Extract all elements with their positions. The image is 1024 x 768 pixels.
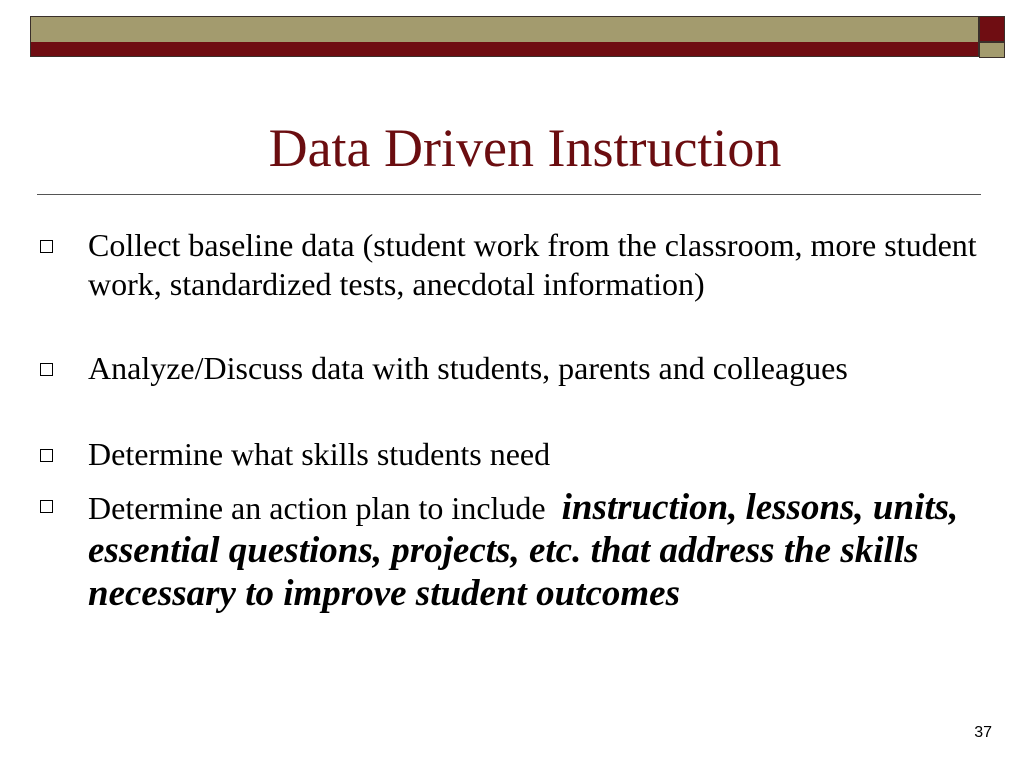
header-bar-maroon-stripe bbox=[31, 42, 978, 56]
bullet-text: Determine what skills students need bbox=[88, 436, 551, 472]
hollow-square-bullet-icon bbox=[40, 240, 53, 253]
slide-title: Data Driven Instruction bbox=[268, 118, 782, 178]
bullet-text: Analyze/Discuss data with students, parents and colleagues bbox=[88, 350, 848, 386]
page-number: 37 bbox=[974, 724, 992, 741]
hollow-square-bullet-icon bbox=[40, 500, 53, 513]
header-decorative-bar bbox=[30, 16, 979, 57]
bullet-text: Determine an action plan to include bbox=[88, 490, 546, 526]
title-divider bbox=[37, 194, 981, 195]
header-bar-olive-stripe bbox=[31, 17, 978, 43]
bullet-item bbox=[88, 349, 998, 388]
bullet-item bbox=[88, 486, 998, 615]
bullet-emphasis-text: lessons, units, essential questions, projects, etc. that address the skills necessary to improve student outcomes bbox=[88, 487, 959, 614]
hollow-square-bullet-icon bbox=[40, 363, 53, 376]
bullet-text: Collect baseline data (student work from the classroom, more student work, standardized tests, anecdotal information) bbox=[88, 227, 977, 302]
bullet-item bbox=[88, 435, 998, 474]
hollow-square-bullet-icon bbox=[40, 449, 53, 462]
bullet-emphasis-lead: instruction, bbox=[561, 487, 738, 528]
bullet-item bbox=[88, 226, 998, 304]
header-corner-maroon-square bbox=[979, 16, 1005, 42]
header-corner-olive-square bbox=[979, 42, 1005, 58]
